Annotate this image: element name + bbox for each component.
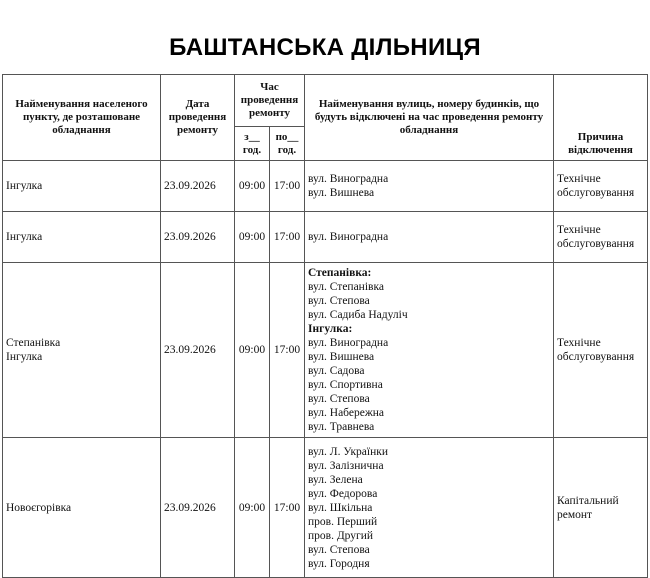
header-time: Час проведення ремонту [235, 75, 305, 127]
street-item: вул. Набережна [308, 407, 385, 419]
street-item: пров. Перший [308, 515, 378, 528]
streets-cell [305, 438, 554, 578]
settlement-name: Новоєгорівка [6, 501, 72, 514]
street-item: вул. Шкільна [308, 501, 373, 514]
street-item: вул. Виноградна [308, 231, 389, 243]
street-item: вул. Федорова [308, 487, 378, 500]
outage-schedule-table [2, 74, 648, 578]
settlement-name: Інгулка [6, 351, 43, 363]
time-to-cell: 17:00 [270, 263, 305, 438]
street-item: пров. Другий [308, 529, 374, 542]
header-date: Дата проведення ремонту [161, 75, 235, 161]
settlement-group-label: Інгулка: [308, 323, 353, 335]
street-item: вул. Степова [308, 393, 370, 405]
streets-cell [305, 161, 554, 212]
settlement-cell [3, 161, 161, 212]
time-from-cell: 09:00 [235, 263, 270, 438]
header-time-from: з__ год. [235, 127, 270, 161]
time-from-cell: 09:00 [235, 161, 270, 212]
street-item: вул. Вишнева [308, 187, 375, 199]
time-to-cell: 17:00 [270, 161, 305, 212]
time-to-cell: 17:00 [270, 212, 305, 263]
time-from-cell: 09:00 [235, 212, 270, 263]
date-cell: 23.09.2026 [161, 161, 235, 212]
street-item: вул. Виноградна [308, 337, 389, 349]
page-title: БАШТАНСЬКА ДІЛЬНИЦЯ [169, 34, 481, 61]
street-item: вул. Садиба Надуліч [308, 309, 408, 321]
settlement-cell [3, 438, 161, 578]
settlement-group-label: Степанівка: [308, 267, 372, 279]
time-from-cell: 09:00 [235, 438, 270, 578]
date-cell: 23.09.2026 [161, 263, 235, 438]
settlement-name: Інгулка [6, 231, 43, 243]
street-item: вул. Садова [308, 365, 365, 377]
header-time-to: по__ год. [270, 127, 305, 161]
header-streets: Найменування вулиць, номеру будинків, що будуть відключені на час проведення ремонту обладнання [305, 75, 554, 161]
street-item: вул. Степова [308, 295, 370, 307]
table-row [3, 438, 648, 578]
settlement-cell [3, 263, 161, 438]
reason-cell: Капітальний ремонт [554, 438, 648, 578]
street-item: вул. Залізнична [308, 459, 384, 472]
settlement-name: Інгулка [6, 180, 43, 192]
reason-cell: Технічне обслуговування [554, 161, 648, 212]
street-item: вул. Степанівка [308, 281, 384, 293]
date-cell: 23.09.2026 [161, 438, 235, 578]
reason-cell: Технічне обслуговування [554, 263, 648, 438]
streets-cell [305, 263, 554, 438]
street-item: вул. Степова [308, 543, 370, 556]
settlement-cell [3, 212, 161, 263]
date-cell: 23.09.2026 [161, 212, 235, 263]
streets-cell [305, 212, 554, 263]
street-item: вул. Л. Українки [308, 445, 388, 458]
street-item: вул. Зелена [308, 473, 363, 486]
header-settlement: Найменування населеного пункту, де розташоване обладнання [3, 75, 161, 161]
settlement-name: Степанівка [6, 337, 61, 349]
street-item: вул. Травнева [308, 421, 375, 433]
street-item: вул. Виноградна [308, 173, 389, 185]
header-reason [554, 75, 648, 161]
reason-cell: Технічне обслуговування [554, 212, 648, 263]
table-row [3, 161, 648, 212]
table-row [3, 263, 648, 438]
table-row [3, 212, 648, 263]
street-item: вул. Городня [308, 557, 370, 570]
street-item: вул. Спортивна [308, 379, 383, 391]
street-item: вул. Вишнева [308, 351, 375, 363]
header-reason-label: Причина відключення [568, 131, 633, 156]
time-to-cell: 17:00 [270, 438, 305, 578]
